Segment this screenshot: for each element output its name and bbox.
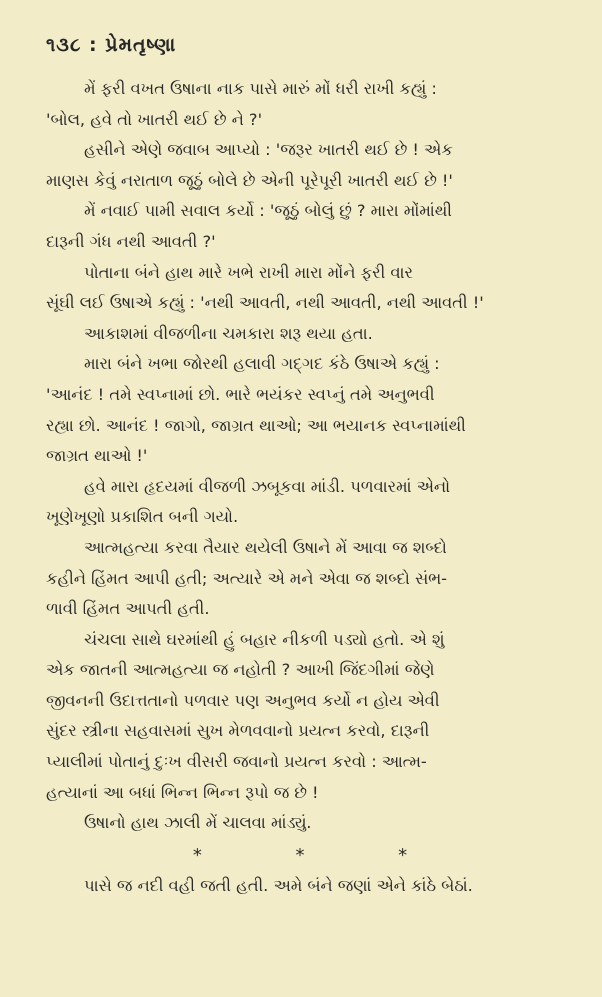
text-line: ચંચલા સાથે ઘરમાંથી હું બહાર નીકળી પડ્યો હતો. એ શું: [84, 629, 445, 649]
paragraph: [46, 533, 564, 625]
paragraph: [46, 74, 564, 135]
text-line: 'બોલ, હવે તો ખાતરી થઈ છે ને ?': [46, 109, 263, 129]
text-line: ખૂણેખૂણો પ્રકાશિત બની ગયો.: [46, 507, 239, 527]
page-header: ૧૩૮ : પ્રેમતૃષ્ણા: [46, 34, 177, 56]
paragraph: [46, 319, 564, 350]
body-text: [46, 74, 564, 839]
paragraph: [46, 625, 564, 809]
text-line: હવે મારા હૃદયમાં વીજળી ઝબૂકવા માંડી. પળવારમાં એનો: [84, 476, 451, 496]
section-separator: [46, 843, 564, 869]
text-line: કહીને હિંમત આપી હતી; અત્યારે એ મને એવા જ શબ્દો સંભ-: [46, 568, 448, 588]
text-line: પ્યાલીમાં પોતાનું દુઃખ વીસરી જવાનો પ્રયત્ન કરવો : આત્મ-: [46, 752, 427, 772]
final-text: [46, 871, 564, 902]
paragraph: [46, 258, 564, 319]
text-line: માણસ કેવું નરાતાળ જૂઠું બોલે છે એની પૂરેપૂરી ખાતરી થઈ છે !': [46, 170, 453, 190]
text-line: હસીને એણે જવાબ આપ્યો : 'જરૂર ખાતરી થઈ છે ! એક: [84, 140, 453, 160]
text-line: જાગ્રત થાઓ !': [46, 446, 148, 466]
text-line: 'આનંદ ! તમે સ્વપ્નામાં છો. ભારે ભયંકર સ્વપ્નું તમે અનુભવી: [46, 384, 435, 404]
text-line: મેં ફરી વખત ઉષાના નાક પાસે મારું મોં ધરી રાખી કહ્યું :: [84, 79, 437, 98]
text-line: રહ્યા છો. આનંદ ! જાગો, જાગ્રત થાઓ; આ ભયાનક સ્વપ્નામાંથી: [46, 415, 466, 435]
separator-star: *: [295, 844, 305, 866]
paragraph: [46, 871, 564, 902]
text-line: પાસે જ નદી વહી જતી હતી. અમે બંને જણાં એને કાંઠે બેઠાં.: [84, 875, 473, 895]
text-line: સુંદર સ્ત્રીના સહવાસમાં સુખ મેળવવાનો પ્રયત્ન કરવો, દારૂની: [46, 721, 430, 741]
paragraph: [46, 808, 564, 839]
separator-star: *: [398, 844, 408, 866]
paragraph: [46, 472, 564, 533]
text-line: આકાશમાં વીજળીના ચમકારા શરૂ થયા હતા.: [84, 323, 373, 343]
paragraph: [46, 196, 564, 257]
text-line: ળાવી હિંમત આપતી હતી.: [46, 599, 210, 619]
text-line: હત્યાનાં આ બધાં ભિન્ન ભિન્ન રૂપો જ છે !: [46, 782, 319, 802]
text-line: સૂંઘી લઈ ઉષાએ કહ્યું : 'નથી આવતી, નથી આવતી, નથી આવતી !': [46, 293, 484, 313]
paragraph: [46, 349, 564, 471]
text-line: મારા બંને ખભા જોરથી હલાવી ગદ્ગદ કંઠે ઉષાએ કહ્યું :: [84, 354, 440, 374]
text-line: જીવનની ઉદાત્તતાનો પળવાર પણ અનુભવ કર્યો ન હોય એવી: [46, 690, 440, 710]
text-line: એક જાતની આત્મહત્યા જ નહોતી ? આખી જિંદગીમાં જેણે: [46, 660, 435, 680]
separator-star: *: [192, 844, 202, 866]
text-line: મેં નવાઈ પામી સવાલ કર્યો : 'જૂઠું બોલું છું ? મારા મોંમાંથી: [84, 201, 452, 221]
text-line: ઉષાનો હાથ ઝાલી મેં ચાલવા માંડ્યું.: [84, 813, 312, 833]
text-line: પોતાના બંને હાથ મારે ખભે રાખી મારા મોંને ફરી વાર: [84, 262, 413, 282]
text-line: દારૂની ગંધ નથી આવતી ?': [46, 231, 216, 251]
paragraph: [46, 135, 564, 196]
text-line: આત્મહત્યા કરવા તૈયાર થયેલી ઉષાને મેં આવા જ શબ્દો: [84, 537, 447, 557]
